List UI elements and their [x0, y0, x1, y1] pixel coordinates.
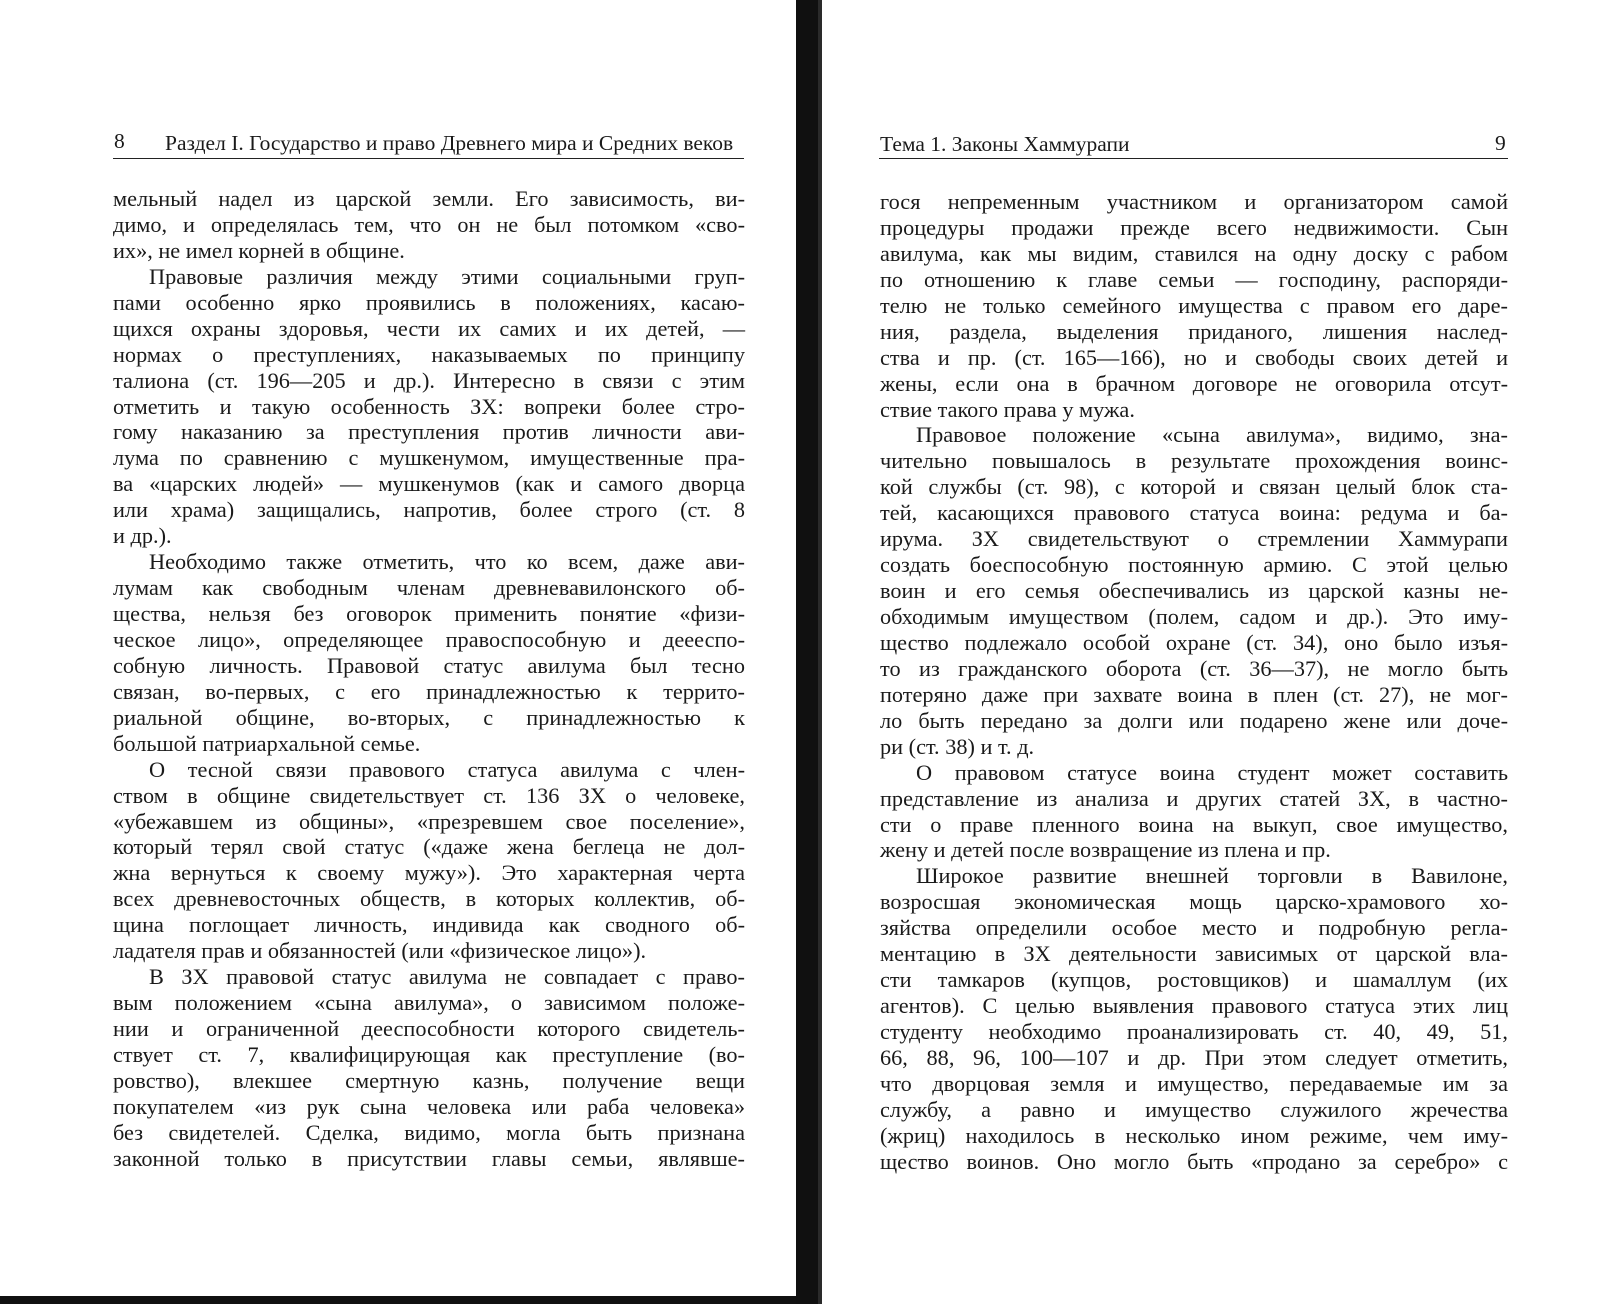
text-line: Правовые различия между этими социальными груп-	[149, 263, 745, 289]
text-line: вым положением «сына авилума», о зависимом положе-	[113, 990, 745, 1016]
text-line: жна вернуться к своему мужу»). Это характерная черта	[113, 860, 745, 886]
text-line: покупателем «из рук сына человека или раба человека»	[113, 1093, 745, 1119]
running-head-right: Тема 1. Законы Хаммурапи	[880, 132, 1130, 156]
text-line: воин и его семья обеспечивались из царской казны не-	[880, 578, 1508, 604]
text-line: О правовом статусе воина студент может составить	[916, 759, 1508, 785]
text-line: кой службы (ст. 98), с которой и связан целый блок ста-	[880, 474, 1508, 500]
text-line: возросшая экономическая мощь царско-храмового хо-	[880, 889, 1508, 915]
text-line: Необходимо также отметить, что ко всем, даже ави-	[149, 549, 745, 575]
text-line: их», не имел корней в общине.	[113, 237, 405, 263]
text-line: щества, нельзя без оговорок применить понятие «физи-	[113, 601, 745, 626]
text-line: нии и ограниченной дееспособности которого свидетель-	[113, 1016, 745, 1041]
text-line: жену и детей после возвращение из плена и пр.	[880, 837, 1331, 863]
text-line: ровство), влекшее смертную казнь, получение вещи	[113, 1067, 745, 1093]
text-line: ства и пр. (ст. 165—166), но и свободы своих детей и	[880, 344, 1508, 370]
text-line: ством в общине свидетельствует ст. 136 ЗХ о человеке,	[113, 782, 745, 808]
gutter-edge	[818, 0, 822, 1304]
text-line: и др.).	[113, 523, 172, 549]
text-line: процедуры продажи прежде всего недвижимости. Сын	[880, 214, 1508, 240]
text-line: обходимым имуществом (полем, садом и др.). Это иму-	[880, 604, 1508, 629]
text-line: который терял свой статус («даже жена беглеца не дол-	[113, 834, 745, 860]
text-line: телю не только семейного имущества с правом его даре-	[880, 292, 1508, 318]
text-line: ментацию в ЗХ деятельности зависимых от царской вла-	[880, 941, 1508, 967]
text-line: отметить и такую особенность ЗХ: вопреки более стро-	[113, 393, 745, 419]
text-line: щество подлежало особой охране (ст. 34), оно было изъя-	[880, 629, 1508, 655]
text-line: потеряно даже при захвате воина в плен (ст. 27), не мог-	[880, 681, 1508, 707]
text-line: пами особенно ярко проявились в положениях, касаю-	[113, 289, 745, 315]
text-line: мельный надел из царской земли. Его зависимость, ви-	[113, 186, 745, 211]
text-line: создать боеспособную постоянную армию. С этой целью	[880, 552, 1508, 578]
header-rule-left	[113, 158, 744, 159]
text-line: без свидетелей. Сделка, видимо, могла быть признана	[113, 1119, 745, 1145]
page-number-right: 9	[1495, 131, 1506, 155]
text-line: по отношению к главе семьи — господину, распоряди-	[880, 266, 1508, 292]
text-line: ладателя прав и обязанностей (или «физическое лицо»).	[113, 938, 647, 964]
text-line: сти тамкаров (купцов, ростовщиков) и шамаллум (их	[880, 967, 1508, 993]
text-line: О тесной связи правового статуса авилума с член-	[149, 756, 745, 782]
text-line: риальной общине, во-вторых, с принадлежностью к	[113, 704, 745, 730]
text-line: законной только в присутствии главы семьи, являвше-	[113, 1145, 745, 1171]
text-line: или храма) защищались, напротив, более строго (ст. 8	[113, 497, 745, 523]
running-head-left: Раздел I. Государство и право Древнего мира и Средних веков	[165, 131, 734, 155]
text-line: чительно повышалось в результате прохождения воинс-	[880, 448, 1508, 474]
text-line: «убежавшем из общины», «презревшем свое поселение»,	[113, 808, 745, 834]
text-line: службу, а равно и имущество служилого жречества	[880, 1096, 1508, 1122]
body-text-right	[880, 189, 1508, 1175]
text-line: ло быть передано за долги или подарено жене или доче-	[880, 707, 1508, 733]
text-line: лумам как свободным членам древневавилонского об-	[113, 575, 745, 601]
text-line: лума по сравнению с мушкенумом, имущественные пра-	[113, 445, 745, 471]
text-line: нормах о преступлениях, наказываемых по принципу	[113, 341, 745, 367]
text-line: ствие такого права у мужа.	[880, 396, 1135, 422]
text-line: представление из анализа и других статей ЗХ, в частно-	[880, 785, 1508, 811]
text-line: сти о праве пленного воина на выкуп, свое имущество,	[880, 811, 1508, 837]
text-line: димо, и определялась тем, что он не был потомком «сво-	[113, 211, 745, 237]
text-line: что дворцовая земля и имущество, передаваемые им за	[880, 1070, 1508, 1096]
text-line: студенту необходимо проанализировать ст. 40, 49, 51,	[880, 1019, 1508, 1044]
page-edge-shadow	[0, 1296, 796, 1304]
page-number-left: 8	[114, 129, 125, 153]
text-line: связан, во-первых, с его принадлежностью к террито-	[113, 678, 745, 704]
text-line: В ЗХ правовой статус авилума не совпадает с право-	[149, 964, 745, 990]
text-line: авилума, как мы видим, ставился на одну доску с рабом	[880, 240, 1508, 266]
text-line: зяйства определили особое место и подробную регла-	[880, 915, 1508, 941]
text-line: ния, раздела, выделения приданого, лишения наслед-	[880, 318, 1508, 344]
text-line: щество воинов. Оно могло быть «продано за серебро» с	[880, 1148, 1508, 1174]
left-page	[0, 0, 796, 1296]
text-line: щина поглощает личность, индивида как сводного об-	[113, 912, 745, 938]
text-line: большой патриархальной семье.	[113, 730, 421, 756]
text-line: 66, 88, 96, 100—107 и др. При этом следует отметить,	[880, 1044, 1508, 1070]
text-line: ирума. ЗХ свидетельствуют о стремлении Хаммурапи	[880, 526, 1508, 552]
text-line: гому наказанию за преступления против личности ави-	[113, 419, 745, 445]
text-line: ри (ст. 38) и т. д.	[880, 733, 1035, 759]
body-text-left	[113, 186, 745, 1172]
text-line: гося непременным участником и организатором самой	[880, 189, 1508, 214]
header-rule-right	[879, 158, 1508, 159]
text-line: Широкое развитие внешней торговли в Вавилоне,	[916, 863, 1508, 889]
text-line: жены, если она в брачном договоре не оговорила отсут-	[880, 370, 1508, 396]
text-line: Правовое положение «сына авилума», видимо, зна-	[916, 422, 1508, 448]
text-line: то из гражданского оборота (ст. 36—37), не могло быть	[880, 655, 1508, 681]
text-line: (жриц) находилось в несколько ином режиме, чем иму-	[880, 1122, 1508, 1148]
text-line: ва «царских людей» — мушкенумов (как и самого дворца	[113, 471, 745, 497]
text-line: агентов). С целью выявления правового статуса этих лиц	[880, 993, 1508, 1019]
text-line: собную личность. Правовой статус авилума был тесно	[113, 652, 745, 678]
text-line: ствует ст. 7, квалифицирующая как преступление (во-	[113, 1041, 745, 1067]
text-line: ческое лицо», определяющее правоспособную и деееспо-	[113, 626, 745, 652]
text-line: щихся охраны здоровья, чести их самих и их детей, —	[113, 315, 745, 341]
text-line: тей, касающихся правового статуса воина: редума и ба-	[880, 500, 1508, 526]
text-line: талиона (ст. 196—205 и др.). Интересно в связи с этим	[113, 367, 745, 393]
text-line: всех древневосточных обществ, в которых коллектив, об-	[113, 886, 745, 912]
